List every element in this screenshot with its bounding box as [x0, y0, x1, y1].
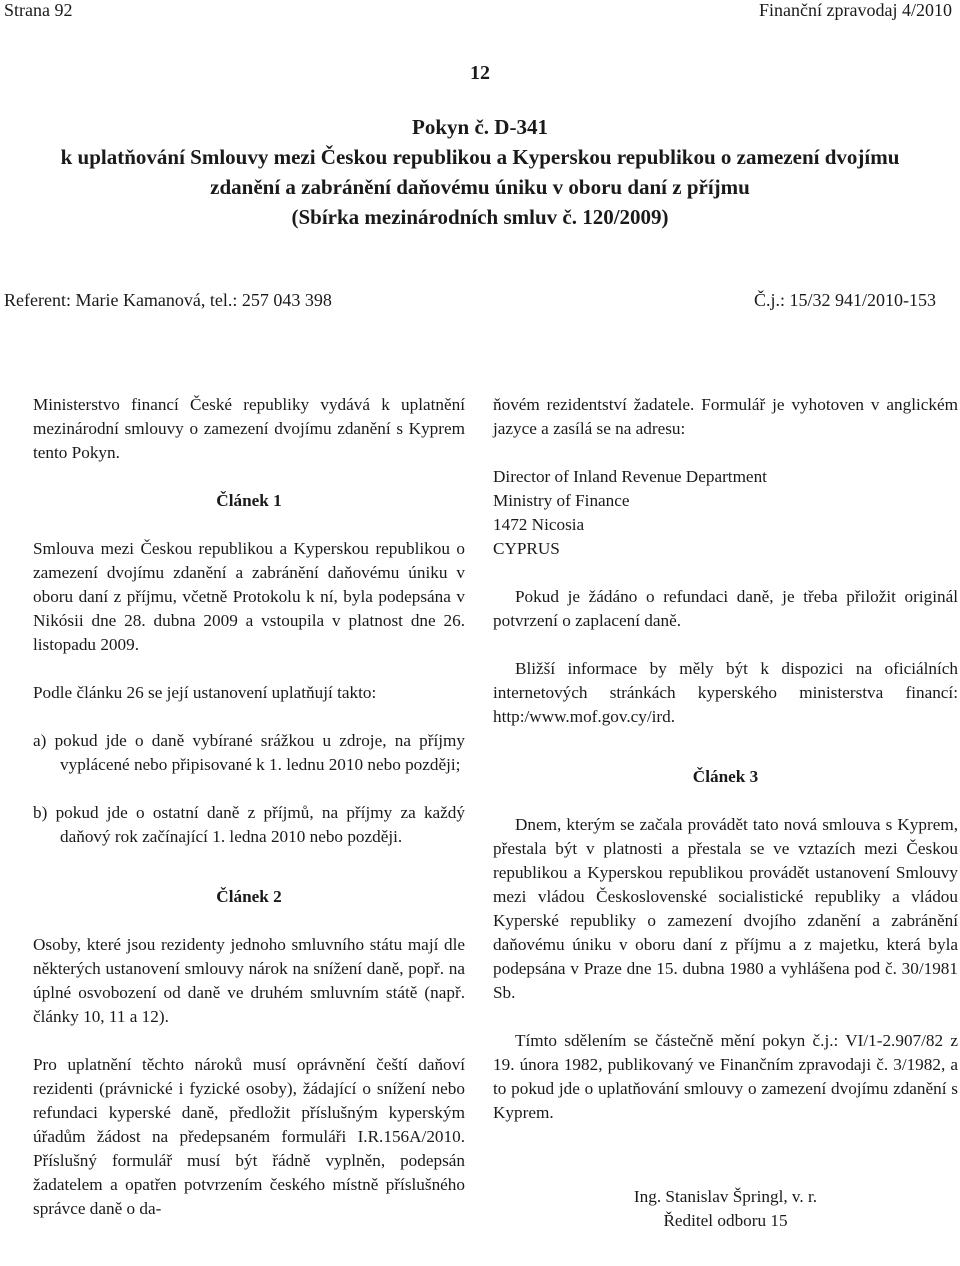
- address-line: 1472 Nicosia: [493, 515, 585, 534]
- list-item-a: a) pokud jde o daně vybírané srážkou u zdroje, na příjmy vyplácené nebo připisované k 1. lednu 2010 nebo později;: [33, 731, 465, 774]
- signature-block: [493, 1185, 958, 1233]
- address-line: Ministry of Finance: [493, 491, 630, 510]
- continuation-paragraph: ňovém rezidentství žadatele. Formulář je vyhotoven v anglickém jazyce a zasílá se na adresu:: [493, 395, 958, 438]
- referent-contact: Referent: Marie Kamanová, tel.: 257 043 398: [4, 290, 332, 310]
- document-title: [0, 112, 960, 232]
- info-paragraph: Bližší informace by měly být k dispozici na oficiálních internetových stránkách kyperského ministerstva financí: http:/www.mof.gov.cy/ird.: [493, 659, 958, 726]
- reference-number: Č.j.: 15/32 941/2010-153: [754, 290, 937, 310]
- article-2-paragraph: Pro uplatnění těchto nároků musí oprávnění čeští daňoví rezidenti (právnické i fyzické osoby), žádající o snížení nebo refundaci kyperské daně, předložit příslušným kyperským úřadům žádost na předepsaném formuláři I.R.156A/2010. Příslušný formulář musí být řádně vyplněn, podepsán žadatelem a opatřen potvrzením českého místně příslušného správce daně o da-: [33, 1055, 465, 1218]
- title-line: k uplatňování Smlouvy mezi Českou republikou a Kyperskou republikou o zamezení dvojímu: [60, 145, 900, 169]
- address-line: Director of Inland Revenue Department: [493, 467, 767, 486]
- title-line: Pokyn č. D-341: [412, 115, 548, 139]
- title-line: zdanění a zabránění daňovému úniku v oboru daní z příjmu: [210, 175, 750, 199]
- article-1-paragraph: Podle článku 26 se její ustanovení uplatňují takto:: [33, 683, 377, 702]
- intro-paragraph: Ministerstvo financí České republiky vydává k uplatnění mezinárodní smlouvy o zamezení dvojímu zdanění s Kyprem tento Pokyn.: [33, 395, 465, 462]
- article-3-heading: Článek 3: [692, 767, 759, 786]
- right-column: [493, 393, 958, 1233]
- signature-title: Ředitel odboru 15: [663, 1211, 788, 1230]
- article-3-paragraph: Tímto sdělením se částečně mění pokyn č.j.: VI/1-2.907/82 z 19. února 1982, publikovaný ve Finančním zpravodaji č. 3/1982, a to pokud jde o uplatňování smlouvy o zamezení dvojímu zdanění s Kyprem.: [493, 1031, 958, 1122]
- title-line: (Sbírka mezinárodních smluv č. 120/2009): [291, 205, 669, 229]
- article-1-heading: Článek 1: [216, 491, 282, 510]
- refund-paragraph: Pokud je žádáno o refundaci daně, je třeba přiložit originál potvrzení o zaplacení daně.: [493, 587, 958, 630]
- article-3-paragraph: Dnem, kterým se začala provádět tato nová smlouva s Kyprem, přestala být v platnosti a přestala se ve vztazích mezi Českou republikou a Kyperskou republikou provádět ustanovení Smlouvy mezi vládou Československé socialistické republiky a vládou Kyperské republiky o zamezení dvojího zdanění a zabránění daňovému úniku v oboru daní z příjmu a z majetku, která byla podepsána v Praze dne 15. dubna 1980 a vyhlášena pod č. 30/1981 Sb.: [493, 815, 958, 1002]
- journal-name: Finanční zpravodaj 4/2010: [759, 0, 952, 20]
- article-2-heading: Článek 2: [216, 887, 282, 906]
- address-line: CYPRUS: [493, 539, 560, 558]
- list-item-b: b) pokud jde o ostatní daně z příjmů, na příjmy za každý daňový rok začínající 1. ledna 2010 nebo později.: [33, 803, 465, 846]
- document-number: 12: [470, 62, 490, 84]
- left-column: [33, 393, 465, 1245]
- running-header: [4, 0, 952, 24]
- page-label: Strana 92: [4, 0, 73, 20]
- mailing-address: [493, 465, 958, 561]
- article-2-paragraph: Osoby, které jsou rezidenty jednoho smluvního státu mají dle některých ustanovení smlouvy nárok na snížení daně, popř. na úplné osvobození od daně ve druhém smluvním státě (např. články 10, 11 a 12).: [33, 935, 465, 1026]
- signature-name: Ing. Stanislav Špringl, v. r.: [633, 1187, 818, 1206]
- article-1-paragraph: Smlouva mezi Českou republikou a Kyperskou republikou o zamezení dvojímu zdanění a zabránění daňovému úniku v oboru daní z příjmu, včetně Protokolu k ní, byla podepsána v Nikósii dne 28. dubna 2009 a vstoupila v platnost dne 26. listopadu 2009.: [33, 539, 465, 654]
